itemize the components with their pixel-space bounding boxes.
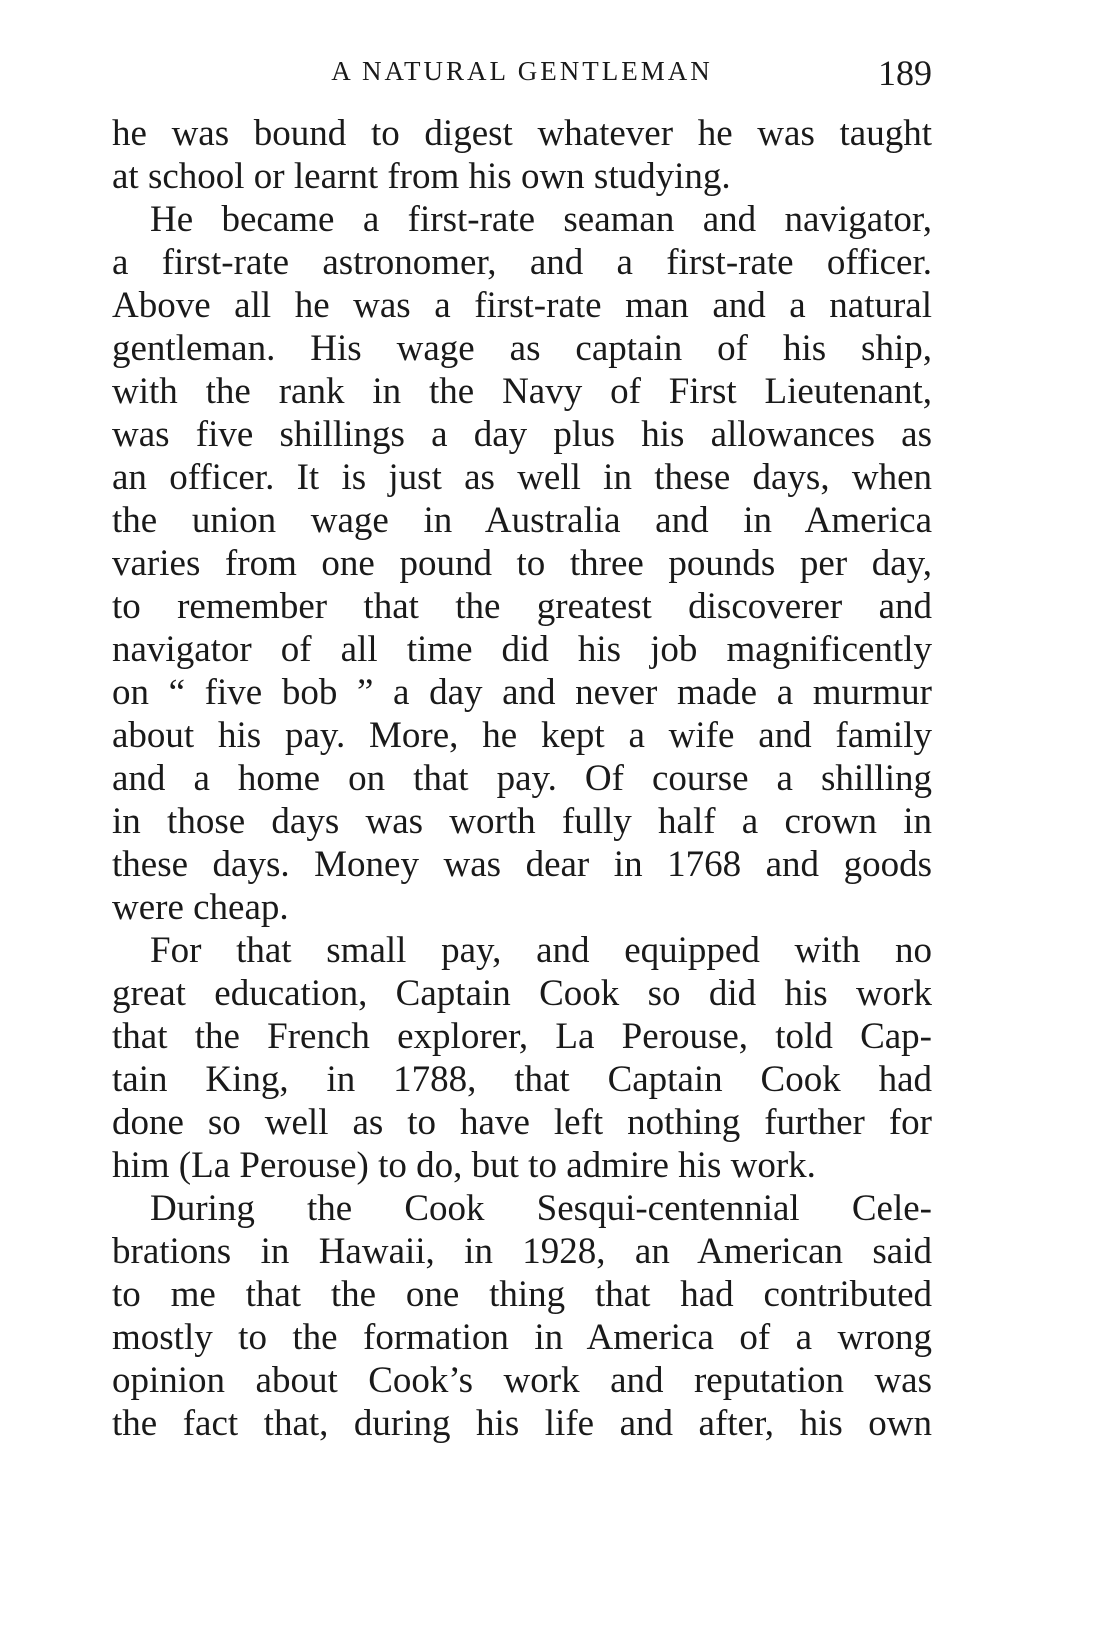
text-line: him (La Perouse) to do, but to admire his work. <box>112 1145 816 1186</box>
text-line: in those days was worth fully half a crown in <box>112 801 932 842</box>
text-line: and a home on that pay. Of course a shilling <box>112 758 932 799</box>
text-line: gentleman. His wage as captain of his ship, <box>112 328 932 369</box>
text-line: tain King, in 1788, that Captain Cook had <box>112 1059 932 1100</box>
text-line: a first-rate astronomer, and a first-rate officer. <box>112 242 932 283</box>
text-line: great education, Captain Cook so did his work <box>112 973 932 1014</box>
text-line: to me that the one thing that had contributed <box>112 1274 932 1315</box>
text-line: the fact that, during his life and after, his own <box>112 1403 932 1444</box>
text-line: During the Cook Sesqui-centennial Cele- <box>150 1188 932 1229</box>
text-line: varies from one pound to three pounds per day, <box>112 543 932 584</box>
text-line: Above all he was a first-rate man and a natural <box>112 285 932 326</box>
text-line: that the French explorer, La Perouse, told Cap- <box>112 1016 932 1057</box>
text-line: at school or learnt from his own studying. <box>112 156 731 197</box>
page-number: 189 <box>878 53 932 93</box>
text-line: with the rank in the Navy of First Lieutenant, <box>112 371 932 412</box>
text-line: He became a first-rate seaman and navigator, <box>150 199 932 240</box>
text-line: about his pay. More, he kept a wife and family <box>112 715 932 756</box>
text-line: mostly to the formation in America of a wrong <box>112 1317 932 1358</box>
running-head <box>112 52 932 92</box>
text-line: was five shillings a day plus his allowances as <box>112 414 932 455</box>
text-line: opinion about Cook’s work and reputation was <box>112 1360 932 1401</box>
text-line: done so well as to have left nothing further for <box>112 1102 932 1143</box>
text-line: navigator of all time did his job magnificently <box>112 629 932 670</box>
text-line: to remember that the greatest discoverer and <box>112 586 932 627</box>
text-line: For that small pay, and equipped with no <box>150 930 932 971</box>
text-line: an officer. It is just as well in these days, when <box>112 457 932 498</box>
text-line: brations in Hawaii, in 1928, an American said <box>112 1231 932 1272</box>
text-line: the union wage in Australia and in America <box>112 500 932 541</box>
text-line: these days. Money was dear in 1768 and goods <box>112 844 932 885</box>
text-line: were cheap. <box>112 887 289 928</box>
body-text <box>112 112 932 1445</box>
text-line: on “ five bob ” a day and never made a murmur <box>112 672 932 713</box>
running-title: A NATURAL GENTLEMAN <box>331 56 713 86</box>
text-line: he was bound to digest whatever he was taught <box>112 113 932 154</box>
